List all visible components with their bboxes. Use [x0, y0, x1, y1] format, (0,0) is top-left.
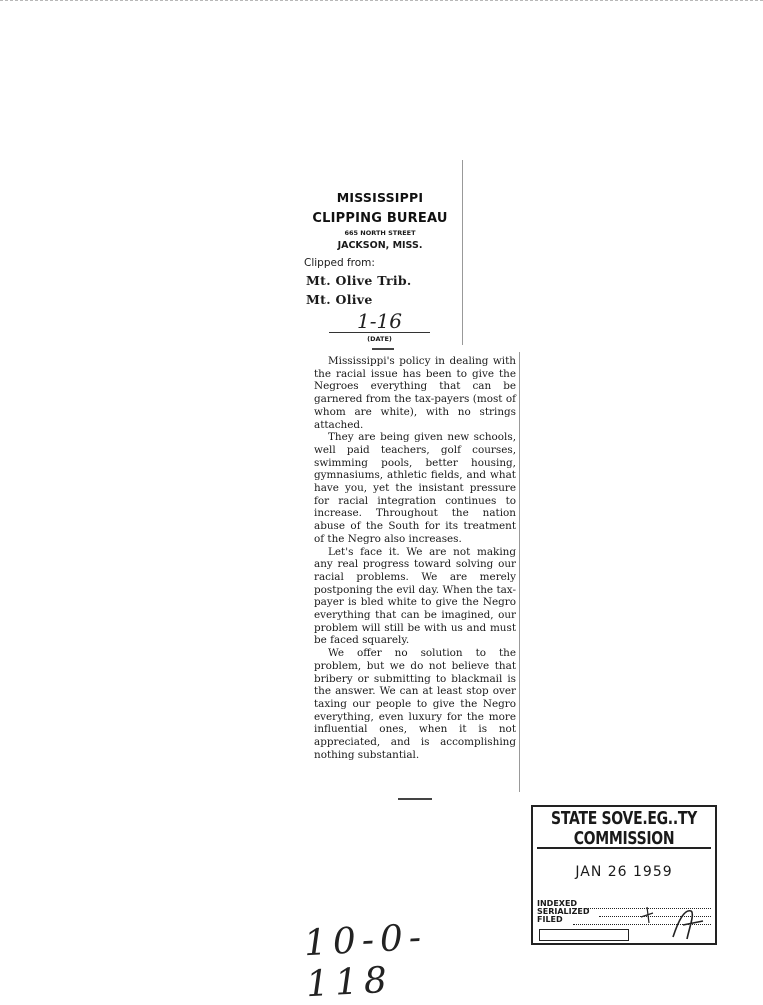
bureau-name-line2: CLIPPING BUREAU	[312, 211, 448, 226]
clipping-bureau-header	[300, 190, 460, 307]
stamp-row-indexed: INDEXED	[537, 899, 578, 908]
stamp-box	[539, 929, 629, 941]
handwritten-file-number: 10-0-118	[302, 916, 429, 1005]
separator-rule-top	[372, 348, 394, 350]
stamp-rows	[537, 900, 590, 924]
handwritten-date: 1-16	[357, 309, 402, 333]
commission-stamp	[531, 805, 717, 945]
clipped-from-label: Clipped from:	[304, 257, 375, 269]
stamp-date: JAN 26 1959	[575, 864, 673, 880]
initials-mark	[633, 899, 713, 943]
newspaper-town: Mt. Olive	[306, 292, 373, 307]
bureau-name-line1: MISSISSIPPI	[336, 190, 424, 205]
stamp-title: STATE SOVE.EG..TY COMMISSION	[551, 809, 697, 849]
stamp-row-serialized: SERIALIZED	[537, 907, 590, 916]
separator-rule-bottom	[398, 798, 432, 800]
article-edge-line	[519, 352, 520, 792]
editorial-article	[314, 355, 516, 762]
perforation-edge	[0, 0, 763, 4]
date-field	[327, 310, 432, 343]
bureau-street: 665 NORTH STREET	[344, 229, 416, 237]
clipping-edge-line	[462, 160, 463, 345]
article-paragraph: Let's face it. We are not making any real progress toward solving our racial problems. We are merely postponing the evil day. When the tax-payer is bled white to give the Negro everything that can be imagined, our problem will still be with us and must be faced squarely.	[314, 545, 516, 647]
stamp-row-filed: FILED	[537, 915, 563, 924]
article-paragraph: They are being given new schools, well paid teachers, golf courses, swimming pools, better housing, gymnasiums, athletic fields, and what have you, yet the insistant pressure for racial integration continues to increase. Throughout the nation abuse of the South for its treatment of the Negro also increases.	[314, 431, 516, 545]
newspaper-name: Mt. Olive Trib.	[306, 273, 412, 288]
date-caption: (DATE)	[367, 335, 392, 343]
stamp-divider	[537, 847, 711, 849]
article-paragraph: Mississippi's policy in dealing with the racial issue has been to give the Negroes everything that can be garnered from the tax-payers (most of whom are white), with no strings attached.	[314, 355, 516, 431]
article-paragraph: We offer no solution to the problem, but we do not believe that bribery or submitting to blackmail is the answer. We can at least stop over taxing our people to give the Negro everything, even luxury for the more influential ones, when it is not appreciated, and is accomplishing nothing substantial.	[314, 647, 516, 761]
bureau-city: JACKSON, MISS.	[337, 240, 423, 251]
